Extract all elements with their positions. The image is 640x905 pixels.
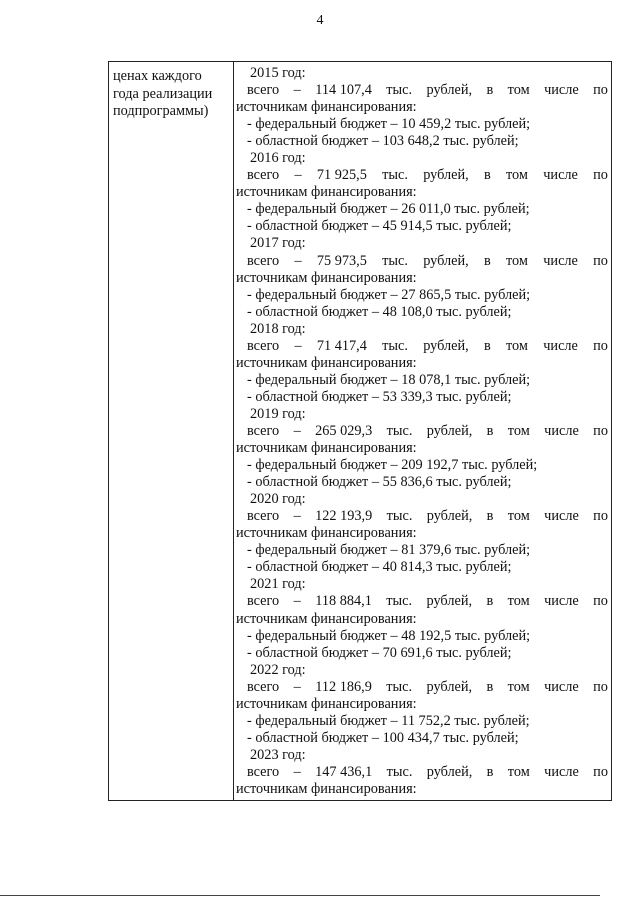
funding-source-label: источникам финансирования: <box>236 354 417 371</box>
total-word: рублей, <box>423 167 469 184</box>
total-word: том <box>507 593 530 610</box>
total-word: в <box>486 422 494 439</box>
total-word: по <box>593 167 608 184</box>
total-word: рублей, <box>423 337 469 354</box>
total-word: 114 107,4 <box>315 82 372 99</box>
total-word: рублей, <box>426 678 473 695</box>
year-heading: 2018 год: <box>250 320 306 337</box>
regional-budget-line: - областной бюджет – 45 914,5 тыс. рублей; <box>247 218 512 235</box>
total-word: числе <box>544 422 579 439</box>
regional-budget-line: - областной бюджет – 55 836,6 тыс. рублей; <box>247 474 512 491</box>
total-word: тыс. <box>386 678 413 695</box>
funding-source-label: источникам финансирования: <box>236 440 417 457</box>
table-left-column <box>109 62 234 800</box>
year-heading: 2022 год: <box>250 661 306 678</box>
total-word: – <box>293 763 301 780</box>
total-word: – <box>293 678 301 695</box>
year-heading: 2019 год: <box>250 405 306 422</box>
total-word: по <box>593 252 608 269</box>
total-word: 75 973,5 <box>316 252 367 269</box>
total-word: всего <box>247 167 280 184</box>
total-word: 71 417,4 <box>316 337 367 354</box>
year-block <box>236 65 609 150</box>
total-word: – <box>294 337 302 354</box>
total-word: по <box>593 508 608 525</box>
total-word: по <box>593 593 608 610</box>
total-word: тыс. <box>382 167 408 184</box>
total-word: в <box>486 508 494 525</box>
total-word: тыс. <box>382 337 408 354</box>
year-block <box>236 747 609 798</box>
total-word: числе <box>543 252 578 269</box>
page-number: 4 <box>316 13 324 28</box>
total-word: числе <box>543 337 578 354</box>
funding-source-label: источникам финансирования: <box>236 99 417 116</box>
year-heading: 2017 год: <box>250 235 306 252</box>
total-word: по <box>593 678 608 695</box>
total-word: том <box>507 763 530 780</box>
total-word: рублей, <box>426 422 473 439</box>
funding-source-label: источникам финансирования: <box>236 695 417 712</box>
total-line <box>236 508 609 525</box>
regional-budget-line: - областной бюджет – 48 108,0 тыс. рублей; <box>247 303 512 320</box>
total-word: 122 193,9 <box>315 508 373 525</box>
total-word: по <box>593 763 608 780</box>
total-word: числе <box>544 508 579 525</box>
total-word: том <box>507 508 530 525</box>
year-heading: 2016 год: <box>250 150 306 167</box>
total-word: в <box>486 82 494 99</box>
year-block <box>236 150 609 235</box>
total-word: том <box>506 252 528 269</box>
total-word: в <box>483 167 491 184</box>
year-block <box>236 235 609 320</box>
total-word: – <box>294 252 302 269</box>
total-word: числе <box>543 167 578 184</box>
federal-budget-line: - федеральный бюджет – 27 865,5 тыс. рублей; <box>247 286 531 303</box>
total-word: числе <box>544 763 579 780</box>
year-block <box>236 406 609 491</box>
federal-budget-line: - федеральный бюджет – 11 752,2 тыс. рублей; <box>247 712 530 729</box>
total-word: всего <box>247 593 280 610</box>
total-word: 71 925,5 <box>316 167 367 184</box>
regional-budget-line: - областной бюджет – 103 648,2 тыс. рублей; <box>247 133 519 150</box>
total-word: всего <box>247 422 280 439</box>
total-word: рублей, <box>423 252 469 269</box>
total-word: рублей, <box>426 508 473 525</box>
total-line <box>236 593 609 610</box>
total-line <box>236 338 609 355</box>
funding-source-label: источникам финансирования: <box>236 269 417 286</box>
federal-budget-line: - федеральный бюджет – 26 011,0 тыс. рублей; <box>247 201 530 218</box>
regional-budget-line: - областной бюджет – 40 814,3 тыс. рублей; <box>247 559 512 576</box>
regional-budget-line: - областной бюджет – 53 339,3 тыс. рублей; <box>247 388 512 405</box>
federal-budget-line: - федеральный бюджет – 10 459,2 тыс. рублей; <box>247 116 531 133</box>
total-word: рублей, <box>426 82 473 99</box>
federal-budget-line: - федеральный бюджет – 48 192,5 тыс. рублей; <box>247 627 531 644</box>
total-word: – <box>294 167 302 184</box>
total-word: тыс. <box>386 593 413 610</box>
total-line <box>236 679 609 696</box>
left-column-line: подпрограммы) <box>113 103 209 119</box>
funding-source-label: источникам финансирования: <box>236 610 417 627</box>
total-word: числе <box>544 593 579 610</box>
total-word: тыс. <box>386 422 413 439</box>
federal-budget-line: - федеральный бюджет – 81 379,6 тыс. рублей; <box>247 542 531 559</box>
funding-table <box>108 61 612 801</box>
total-word: том <box>507 678 530 695</box>
year-block <box>236 321 609 406</box>
funding-source-label: источникам финансирования: <box>236 184 417 201</box>
total-word: 118 884,1 <box>315 593 372 610</box>
total-word: том <box>507 422 530 439</box>
total-word: тыс. <box>382 252 408 269</box>
year-heading: 2020 год: <box>250 491 306 508</box>
table-right-column <box>234 62 611 803</box>
total-word: – <box>293 422 301 439</box>
funding-source-label: источникам финансирования: <box>236 780 417 797</box>
total-word: в <box>483 337 491 354</box>
federal-budget-line: - федеральный бюджет – 18 078,1 тыс. рублей; <box>247 371 531 388</box>
footer-divider <box>0 895 600 896</box>
total-line <box>236 253 609 270</box>
total-line <box>236 82 609 99</box>
total-word: том <box>506 167 528 184</box>
total-word: тыс. <box>386 508 413 525</box>
total-word: 112 186,9 <box>315 678 372 695</box>
total-word: том <box>507 82 530 99</box>
total-word: том <box>506 337 528 354</box>
left-column-line: ценах каждого <box>113 68 202 84</box>
total-word: рублей, <box>426 593 473 610</box>
total-word: 147 436,1 <box>315 763 373 780</box>
total-word: по <box>593 337 608 354</box>
total-word: всего <box>247 252 280 269</box>
year-heading: 2023 год: <box>250 746 306 763</box>
regional-budget-line: - областной бюджет – 100 434,7 тыс. рублей; <box>247 729 519 746</box>
total-word: тыс. <box>386 82 413 99</box>
total-word: числе <box>544 82 579 99</box>
total-word: всего <box>247 508 280 525</box>
federal-budget-line: - федеральный бюджет – 209 192,7 тыс. рублей; <box>247 457 538 474</box>
year-heading: 2015 год: <box>250 65 306 81</box>
total-word: всего <box>247 337 280 354</box>
total-line <box>236 167 609 184</box>
regional-budget-line: - областной бюджет – 70 691,6 тыс. рублей; <box>247 644 512 661</box>
year-block <box>236 491 609 576</box>
total-word: рублей, <box>426 763 473 780</box>
year-block <box>236 662 609 747</box>
total-line <box>236 423 609 440</box>
total-word: числе <box>544 678 579 695</box>
total-word: тыс. <box>386 763 413 780</box>
total-word: всего <box>247 763 280 780</box>
year-block <box>236 576 609 661</box>
total-word: – <box>293 82 301 99</box>
left-column-line: года реализации <box>113 85 213 102</box>
funding-source-label: источникам финансирования: <box>236 525 417 542</box>
total-word: в <box>483 252 491 269</box>
total-word: 265 029,3 <box>315 422 373 439</box>
total-word: – <box>293 508 301 525</box>
total-word: всего <box>247 82 280 99</box>
total-word: в <box>486 593 494 610</box>
total-word: в <box>486 763 494 780</box>
year-heading: 2021 год: <box>250 576 306 593</box>
total-word: – <box>293 593 301 610</box>
total-word: всего <box>247 678 280 695</box>
total-word: в <box>486 678 494 695</box>
total-word: по <box>593 422 608 439</box>
total-word: по <box>593 82 608 99</box>
total-line <box>236 764 609 781</box>
